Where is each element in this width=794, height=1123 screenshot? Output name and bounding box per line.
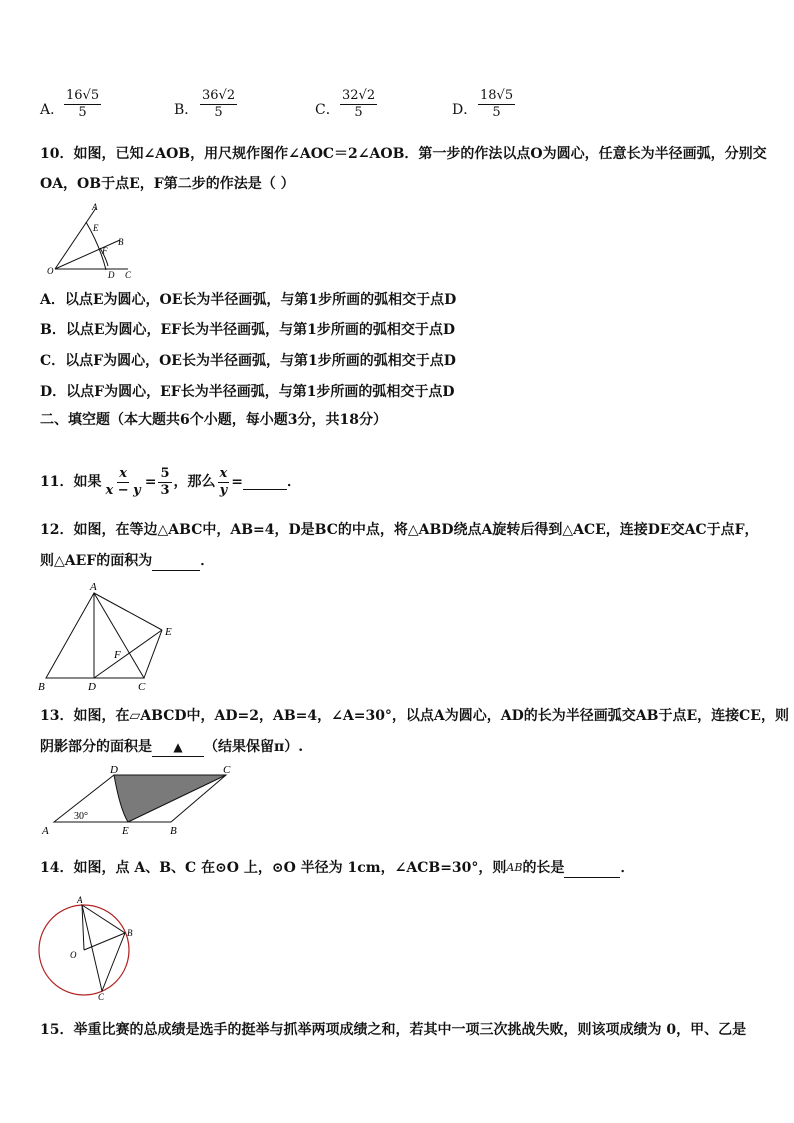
q10-label-f: F [102, 246, 108, 256]
q12-line2-suffix: ． [200, 553, 215, 569]
q10-option-a: A．以点E为圆心，OE长为半径画弧，与第1步所画的弧相交于点D [40, 292, 457, 308]
q12-label-f: F [114, 649, 121, 661]
q13-answer-blank[interactable] [152, 740, 204, 757]
q14-label-c: C [98, 992, 105, 1002]
q12-line1: 12．如图，在等边△ABC中，AB=4，D是BC的中点，将△ABD绕点A旋转后得到△ACE，连接DE交AC于点F， [40, 522, 759, 538]
q11-frac1-num: x [119, 465, 127, 481]
q9-option-b-fraction [200, 88, 237, 121]
q13-shaded-region [114, 775, 226, 822]
q10-label-d: D [108, 270, 115, 280]
q14-answer-blank[interactable] [564, 862, 620, 878]
q12-segment-de [94, 630, 162, 678]
q9-option-c-label: C． [315, 102, 340, 118]
q9-option-a-den: 5 [78, 105, 87, 120]
q11-frac3-den: y [219, 482, 228, 498]
q9-option-d-den: 5 [492, 105, 501, 120]
q9-option-b-den: 5 [214, 105, 223, 120]
q14-prefix: 14．如图，点 A、B、C 在⊙O 上，⊙O 半径为 1cm，∠ACB=30°，则 [40, 860, 507, 876]
q13-triangle-mark: ▲ [173, 740, 183, 754]
q11-prefix: 11．如果 [40, 474, 102, 490]
q12-segment-ec [144, 630, 162, 678]
q10-figure [40, 200, 150, 284]
q9-option-d-num: 18√5 [480, 88, 514, 103]
q12-figure [34, 578, 184, 696]
q10-option-b: B．以点E为圆心，EF长为半径画弧，与第1步所画的弧相交于点D [40, 322, 455, 338]
q11-fraction-3 [218, 466, 230, 499]
q12-label-c: C [138, 681, 146, 693]
q9-option-a-fraction [64, 88, 101, 121]
q13-line2 [40, 737, 303, 757]
q12-line2 [40, 551, 214, 571]
q13-label-a: A [42, 825, 49, 837]
q10-line2: OA，OB于点E，F第二步的作法是（ ） [40, 176, 295, 192]
q12-line2-prefix: 则△AEF的面积为 [40, 553, 153, 569]
q12-label-b: B [38, 681, 45, 693]
q11-frac2-den: 3 [160, 482, 170, 498]
q11-answer-blank[interactable] [243, 475, 287, 490]
q13-label-d: D [110, 764, 118, 776]
q11-eq2: = [231, 474, 244, 490]
q10-label-o: O [47, 266, 54, 276]
q11-frac2-num: 5 [160, 465, 170, 481]
q11-fraction-2 [158, 466, 171, 499]
q11 [40, 462, 301, 502]
q14-suffix-mid: 的长是 [522, 860, 565, 876]
q11-fraction-1 [103, 466, 142, 499]
q11-eq: = [144, 474, 157, 490]
q13-label-e: E [122, 825, 129, 837]
q9-option-a-label: A． [40, 102, 65, 118]
q13-line2-prefix: 阴影部分的面积是 [40, 739, 152, 755]
q13-figure [36, 764, 246, 838]
q13-label-c: C [223, 764, 231, 776]
q13-label-b: B [170, 825, 177, 837]
q11-mid: ，那么 [173, 474, 216, 490]
q14-suffix: ． [620, 860, 635, 876]
q11-frac3-num: x [219, 465, 228, 481]
q9-option-a-num: 16√5 [66, 88, 100, 103]
q9-option-c-fraction [340, 88, 377, 121]
q10-label-b: B [118, 237, 124, 247]
q10-option-d: D．以点F为圆心，EF长为半径画弧，与第1步所画的弧相交于点D [40, 384, 455, 400]
q9-option-b-num: 36√2 [202, 88, 236, 103]
q12-label-e: E [165, 626, 172, 638]
q15-line1: 15．举重比赛的总成绩是选手的挺举与抓举两项成绩之和，若其中一项三次挑战失败，则该项成绩为 0，甲、乙是 [40, 1022, 747, 1038]
q9-option-c-num: 32√2 [342, 88, 376, 103]
q14-label-a: A [77, 895, 83, 905]
q12-segment-ae [94, 593, 162, 630]
q10-label-a: A [92, 202, 98, 212]
q11-suffix: ． [287, 474, 302, 490]
q14-arc-ab: AB [506, 861, 523, 874]
q14-figure [34, 894, 144, 1002]
q14-line [40, 858, 634, 878]
q12-label-d: D [88, 681, 96, 693]
q14-label-b: B [127, 928, 133, 938]
q12-label-a: A [90, 581, 97, 593]
q12-answer-blank[interactable] [152, 555, 200, 571]
q10-option-c: C．以点F为圆心，OE长为半径画弧，与第1步所画的弧相交于点D [40, 353, 456, 369]
q13-label-angle: 30° [74, 811, 88, 822]
q14-label-o: O [70, 950, 77, 960]
q10-line1: 10．如图，已知∠AOB，用尺规作图作∠AOC＝2∠AOB．第一步的作法以点O为圆心，任意长为半径画弧，分别交 [40, 146, 767, 162]
q10-label-c: C [125, 270, 132, 280]
q9-option-d-label: D． [452, 102, 478, 118]
q11-frac1-den: x − y [105, 482, 141, 498]
q12-triangle-abc [46, 593, 144, 678]
q9-options [40, 88, 560, 132]
q9-option-c-den: 5 [354, 105, 363, 120]
q10-label-e: E [93, 223, 99, 233]
q13-line2-suffix: （结果保留π）. [204, 739, 304, 755]
q13-line1: 13．如图，在▱ABCD中，AD=2，AB=4，∠A=30°，以点A为圆心，AD的长为半径画弧交AB于点E，连接CE，则 [40, 708, 789, 724]
q9-option-d-fraction [478, 88, 515, 121]
q9-option-b-label: B． [174, 102, 199, 118]
section-2-heading: 二、填空题（本大题共6个小题，每小题3分，共18分） [40, 412, 387, 428]
